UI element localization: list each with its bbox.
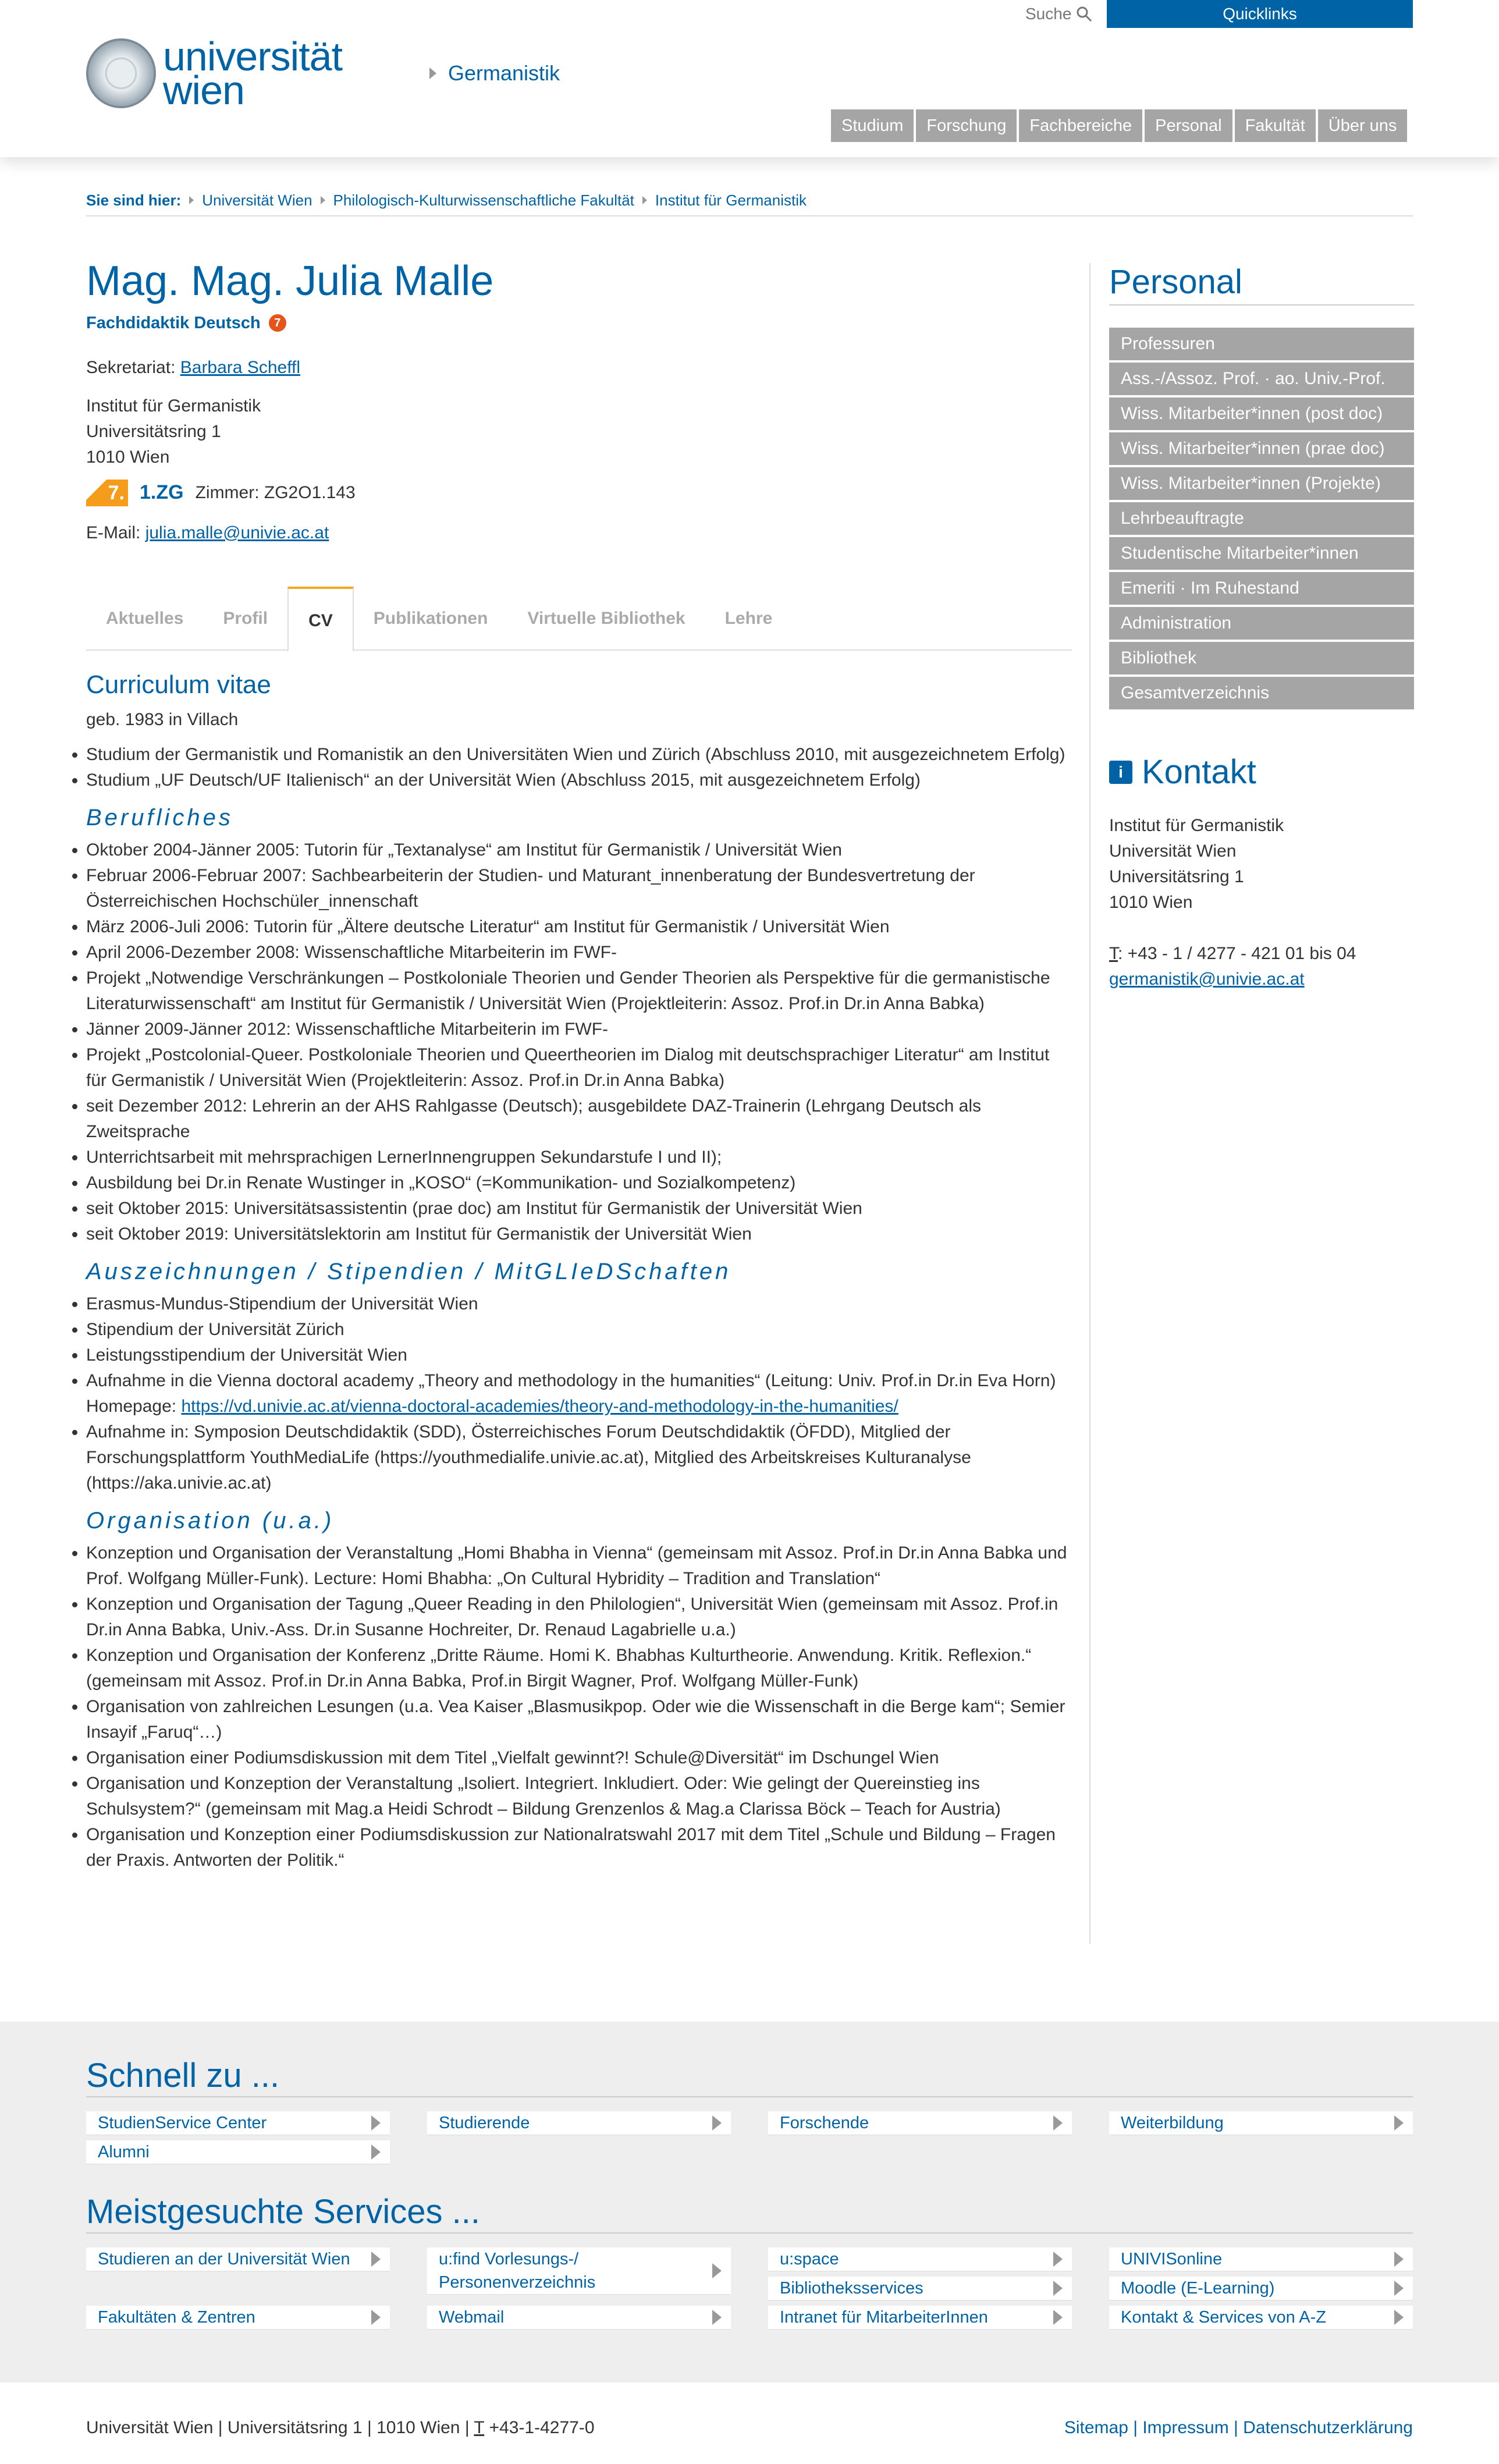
tab-profil[interactable]: Profil: [223, 609, 268, 628]
arrow-right-icon: [1394, 2115, 1404, 2131]
breadcrumb: [86, 190, 1413, 216]
footer-address: Universität Wien | Universitätsring 1 | 1010 Wien | T +43-1-4277-0: [86, 2418, 595, 2437]
sidebar-item-administration[interactable]: Administration: [1109, 607, 1414, 640]
sidebar-item-assoz-prof[interactable]: Ass.-/Assoz. Prof. · ao. Univ.-Prof.: [1109, 363, 1414, 395]
kontakt-line: Institut für Germanistik: [1109, 815, 1284, 835]
site-title-label: Germanistik: [448, 61, 560, 85]
list-item: Studium „UF Deutsch/UF Italienisch“ an der Universität Wien (Abschluss 2015, mit ausgezeichnetem Erfolg): [86, 768, 1072, 793]
quicklinks-button[interactable]: Quicklinks: [1107, 0, 1413, 28]
list-item: Organisation einer Podiumsdiskussion mit dem Titel „Vielfalt gewinnt?! Schule@Diversität“ im Dschungel Wien: [86, 1745, 1072, 1771]
list-item: Konzeption und Organisation der Konferenz „Dritte Räume. Homi K. Bhabhas Kulturtheorie. Anwendung. Kritik. Reflexion.“ (gemeinsam mit Assoz. Prof.in Dr.in Anna Babka, Prof.in Birgit Wagner, Prof. Wolfgang Müller-Funk): [86, 1643, 1072, 1694]
organisation-list: [86, 1540, 1072, 1873]
person-name: Mag. Mag. Julia Malle: [86, 258, 494, 304]
search-label: Suche: [1025, 5, 1072, 23]
arrow-right-icon: [371, 2252, 381, 2267]
university-seal-icon: [86, 38, 156, 108]
list-item: Aufnahme in: Symposion Deutschdidaktik (SDD), Österreichisches Forum Deutschdidaktik (ÖFDD), Mitglied der Forschungsplattform YouthMediaLife (https://youthmedialife.univie.ac.at), Mitglied des Arbeitskreises Kulturanalyse (https://aka.univie.ac.at): [86, 1419, 1072, 1496]
arrow-right-icon: [1394, 2310, 1404, 2325]
site-title[interactable]: [429, 58, 560, 88]
bottom-bar: [86, 2415, 1413, 2441]
quicklink-alumni[interactable]: Alumni: [86, 2140, 390, 2164]
arrow-right-icon: [1394, 2281, 1404, 2296]
nav-item-fakultaet[interactable]: Fakultät: [1235, 109, 1316, 142]
nav-item-studium[interactable]: Studium: [831, 109, 914, 142]
list-item: seit Dezember 2012: Lehrerin an der AHS Rahlgasse (Deutsch); ausgebildete DAZ-Trainerin (Lehrgang Deutsch als Zweitsprache: [86, 1093, 1072, 1145]
building-icon: 7.: [86, 480, 128, 506]
list-item: Konzeption und Organisation der Veranstaltung „Homi Bhabha in Vienna“ (gemeinsam mit Assoz. Prof.in Dr.in Anna Babka und Prof. Wolfgang Müller-Funk). Lecture: Homi Bhabha: „On Cultural Hybridity – Tradition and Translation“: [86, 1540, 1072, 1592]
breadcrumb-item[interactable]: Philologisch-Kulturwissenschaftliche Fakultät: [333, 191, 634, 209]
awards-list: [86, 1291, 1072, 1496]
quicklink-forschende[interactable]: Forschende: [768, 2111, 1072, 2135]
meistgesuchte-services-title: Meistgesuchte Services ...: [86, 2192, 1413, 2234]
site-header: [0, 0, 1499, 157]
secretariat-link[interactable]: Barbara Scheffl: [180, 358, 300, 378]
service-uspace[interactable]: u:space: [768, 2248, 1072, 2271]
arrow-right-icon: [1053, 2281, 1063, 2296]
list-item: Ausbildung bei Dr.in Renate Wustinger in „KOSO“ (=Kommunikation- und Sozialkompetenz): [86, 1170, 1072, 1196]
breadcrumb-label: Sie sind hier:: [86, 191, 182, 209]
arrow-right-icon: [371, 2310, 381, 2325]
list-item: Stipendium der Universität Zürich: [86, 1317, 1072, 1343]
sidebar-item-post-doc[interactable]: Wiss. Mitarbeiter*innen (post doc): [1109, 397, 1414, 430]
breadcrumb-item[interactable]: Institut für Germanistik: [655, 191, 807, 209]
kontakt-email-link[interactable]: germanistik@univie.ac.at: [1109, 969, 1305, 989]
arrow-right-icon: [371, 2115, 381, 2131]
secretariat: Sekretariat: Barbara Scheffl: [86, 358, 300, 378]
sidebar-item-emeriti[interactable]: Emeriti · Im Ruhestand: [1109, 572, 1414, 605]
service-univisonline[interactable]: UNIVISonline: [1109, 2248, 1413, 2271]
room-info: [86, 478, 1072, 507]
address-line: 1010 Wien: [86, 448, 170, 467]
service-intranet[interactable]: Intranet für MitarbeiterInnen: [768, 2306, 1072, 2330]
footer-links[interactable]: Sitemap | Impressum | Datenschutzerklärung: [1064, 2418, 1413, 2437]
service-studieren[interactable]: Studieren an der Universität Wien: [86, 2248, 390, 2271]
list-item: Oktober 2004-Jänner 2005: Tutorin für „Textanalyse“ am Institut für Germanistik / Universität Wien: [86, 837, 1072, 863]
career-heading: Berufliches: [86, 805, 233, 831]
list-item: seit Oktober 2019: Universitätslektorin am Institut für Germanistik der Universität Wien: [86, 1222, 1072, 1247]
university-logo[interactable]: [86, 34, 343, 113]
sidebar-item-studentische[interactable]: Studentische Mitarbeiter*innen: [1109, 537, 1414, 570]
sidebar-item-prae-doc[interactable]: Wiss. Mitarbeiter*innen (prae doc): [1109, 432, 1414, 465]
list-item: Unterrichtsarbeit mit mehrsprachigen LernerInnengruppen Sekundarstufe I und II);: [86, 1145, 1072, 1170]
arrow-right-icon: [712, 2115, 722, 2131]
footer: [0, 2022, 1499, 2383]
search-link[interactable]: [1025, 2, 1092, 26]
sidebar-personal-title: Personal: [1109, 263, 1414, 306]
service-webmail[interactable]: Webmail: [427, 2306, 731, 2330]
chevron-right-icon: [189, 196, 194, 204]
sidebar-item-professuren[interactable]: Professuren: [1109, 328, 1414, 360]
list-item: Jänner 2009-Jänner 2012: Wissenschaftliche Mitarbeiterin im FWF-: [86, 1017, 1072, 1042]
list-item: Organisation von zahlreichen Lesungen (u.a. Vea Kaiser „Blasmusikpop. Oder wie die Wissenschaft in die Berge kam“; Semier Insayif „Faruq“…): [86, 1694, 1072, 1745]
address-line: Institut für Germanistik: [86, 396, 261, 416]
sidebar-menu: [1109, 328, 1414, 709]
unit-label[interactable]: Fachdidaktik Deutsch: [86, 314, 261, 333]
email-row: E-Mail: julia.malle@univie.ac.at: [86, 523, 329, 542]
cv-section: [86, 668, 1072, 1873]
main-content: [86, 256, 1072, 1870]
main-navigation: [831, 109, 1407, 142]
tab-publikationen[interactable]: Publikationen: [373, 609, 488, 628]
homepage-link[interactable]: https://vd.univie.ac.at/vienna-doctoral-academies/theory-and-methodology-in-the-humanities/: [181, 1397, 898, 1416]
sidebar-item-bibliothek[interactable]: Bibliothek: [1109, 642, 1414, 674]
list-item: seit Oktober 2015: Universitätsassistentin (prae doc) am Institut für Germanistik der Universität Wien: [86, 1196, 1072, 1222]
chevron-right-icon: [642, 196, 647, 204]
arrow-right-icon: [1053, 2252, 1063, 2267]
quicklink-studierende[interactable]: Studierende: [427, 2111, 731, 2135]
tab-cv[interactable]: CV: [287, 587, 354, 652]
info-icon: i: [1109, 761, 1132, 784]
kontakt-phone: T: +43 - 1 / 4277 - 421 01 bis 04: [1109, 943, 1356, 963]
arrow-right-icon: [712, 2263, 722, 2278]
sidebar-item-lehrbeauftragte[interactable]: Lehrbeauftragte: [1109, 502, 1414, 535]
list-item: April 2006-Dezember 2008: Wissenschaftliche Mitarbeiterin im FWF-: [86, 940, 1072, 965]
quicklink-studienservice[interactable]: StudienService Center: [86, 2111, 390, 2135]
list-item: Konzeption und Organisation der Tagung „Queer Reading in den Philologien“, Universität Wien (gemeinsam mit Assoz. Prof.in Dr.in Anna Babka, Univ.-Ass. Dr.in Susanne Hochreiter, Dr. Renaud Lagabrielle u.a.): [86, 1592, 1072, 1643]
organisation-heading: Organisation (u.a.): [86, 1508, 335, 1534]
service-fakultaeten[interactable]: Fakultäten & Zentren: [86, 2306, 390, 2330]
list-item: Leistungsstipendium der Universität Wien: [86, 1343, 1072, 1368]
tab-lehre[interactable]: Lehre: [724, 609, 773, 628]
arrow-right-icon: [1053, 2310, 1063, 2325]
nav-item-ueber-uns[interactable]: Über uns: [1318, 109, 1408, 142]
arrow-right-icon: [1394, 2252, 1404, 2267]
tab-virtuelle-bibliothek[interactable]: Virtuelle Bibliothek: [527, 609, 685, 628]
nav-item-forschung[interactable]: Forschung: [916, 109, 1017, 142]
kontakt-line: Universitätsring 1: [1109, 867, 1244, 886]
logo-wordmark: universität wien: [163, 34, 343, 113]
cv-title: Curriculum vitae: [86, 670, 271, 699]
awards-heading: Auszeichnungen / Stipendien / MitGLIeDSchaften: [86, 1259, 731, 1285]
list-item: März 2006-Juli 2006: Tutorin für „Ältere deutsche Literatur“ am Institut für Germanistik / Universität Wien: [86, 914, 1072, 940]
quicklink-weiterbildung[interactable]: Weiterbildung: [1109, 2111, 1413, 2135]
sidebar: [1089, 263, 1413, 1944]
service-kontakt-az[interactable]: Kontakt & Services von A-Z: [1109, 2306, 1413, 2330]
arrow-right-icon: [1053, 2115, 1063, 2131]
kontakt-line: 1010 Wien: [1109, 892, 1193, 912]
schnell-zu-title: Schnell zu ...: [86, 2055, 1413, 2097]
list-item: Projekt „Notwendige Verschränkungen – Postkoloniale Theorien und Gender Theorien als Perspektive für die germanistische Literaturwissenschaft“ am Institut für Germanistik / Universität Wien (Projektleiterin: Assoz. Prof.in Dr.in Anna Babka): [86, 965, 1072, 1017]
service-ufind[interactable]: u:find Vorlesungs-/ Personenverzeichnis: [427, 2248, 731, 2295]
address-line: Universitätsring 1: [86, 422, 221, 442]
list-item: Projekt „Postcolonial-Queer. Postkoloniale Theorien und Queertheorien im Dialog mit deutschsprachiger Literatur“ am Institut für Germanistik / Universität Wien (Projektleiterin: Assoz. Prof.in Dr.in Anna Babka): [86, 1042, 1072, 1093]
list-item: Erasmus-Mundus-Stipendium der Universität Wien: [86, 1291, 1072, 1317]
career-list: [86, 837, 1072, 1247]
chevron-right-icon: [321, 196, 325, 204]
sidebar-item-projekte[interactable]: Wiss. Mitarbeiter*innen (Projekte): [1109, 467, 1414, 500]
tab-aktuelles[interactable]: Aktuelles: [106, 609, 184, 628]
list-item: Studium der Germanistik und Romanistik an den Universitäten Wien und Zürich (Abschluss 2010, mit ausgezeichnetem Erfolg): [86, 742, 1072, 768]
nav-item-personal[interactable]: Personal: [1145, 109, 1232, 142]
kontakt-heading: i Kontakt: [1109, 748, 1414, 797]
profile-tabs: [86, 587, 1072, 651]
list-item: Organisation und Konzeption einer Podiumsdiskussion zur Nationalratswahl 2017 mit dem Titel „Schule und Bildung – Fragen der Praxis. Antworten der Politik.“: [86, 1822, 1072, 1873]
floor-label: 1.ZG: [140, 481, 184, 504]
list-item: Organisation und Konzeption der Veranstaltung „Isoliert. Integriert. Inkludiert. Oder: Wie gelingt der Quereinstieg ins Schulsystem?“ (gemeinsam mit Mag.a Heidi Schrodt – Bildung Grenzenlos & Mag.a Clarissa Böck – Teach for Austria): [86, 1771, 1072, 1822]
location-badge-icon: 7: [269, 314, 286, 332]
sidebar-item-gesamtverzeichnis[interactable]: Gesamtverzeichnis: [1109, 677, 1414, 709]
service-bibliotheksservices[interactable]: Bibliotheksservices: [768, 2277, 1072, 2300]
arrow-right-icon: [712, 2310, 722, 2325]
service-moodle[interactable]: Moodle (E-Learning): [1109, 2277, 1413, 2300]
list-item: Aufnahme in die Vienna doctoral academy „Theory and methodology in the humanities“ (Leitung: Univ. Prof.in Dr.in Eva Horn) Homepage: https://vd.univie.ac.at/vienna-doctoral-academies/theory-and-methodology-in-the-humanities/: [86, 1368, 1072, 1419]
nav-item-fachbereiche[interactable]: Fachbereiche: [1019, 109, 1142, 142]
kontakt-line: Universität Wien: [1109, 841, 1237, 861]
list-item: Februar 2006-Februar 2007: Sachbearbeiterin der Studien- und Maturant_innenberatung der Bundesvertretung der Österreichischen Hochschüler_innenschaft: [86, 863, 1072, 914]
search-icon: [1076, 6, 1092, 22]
room-label: Zimmer: ZG2O1.143: [195, 483, 356, 503]
email-link[interactable]: julia.malle@univie.ac.at: [145, 523, 329, 542]
education-list: [86, 742, 1072, 793]
birth-info: geb. 1983 in Villach: [86, 710, 239, 730]
person-unit: [86, 311, 1072, 335]
breadcrumb-item[interactable]: Universität Wien: [202, 191, 312, 209]
chevron-right-icon: [429, 68, 436, 79]
arrow-right-icon: [371, 2145, 381, 2160]
